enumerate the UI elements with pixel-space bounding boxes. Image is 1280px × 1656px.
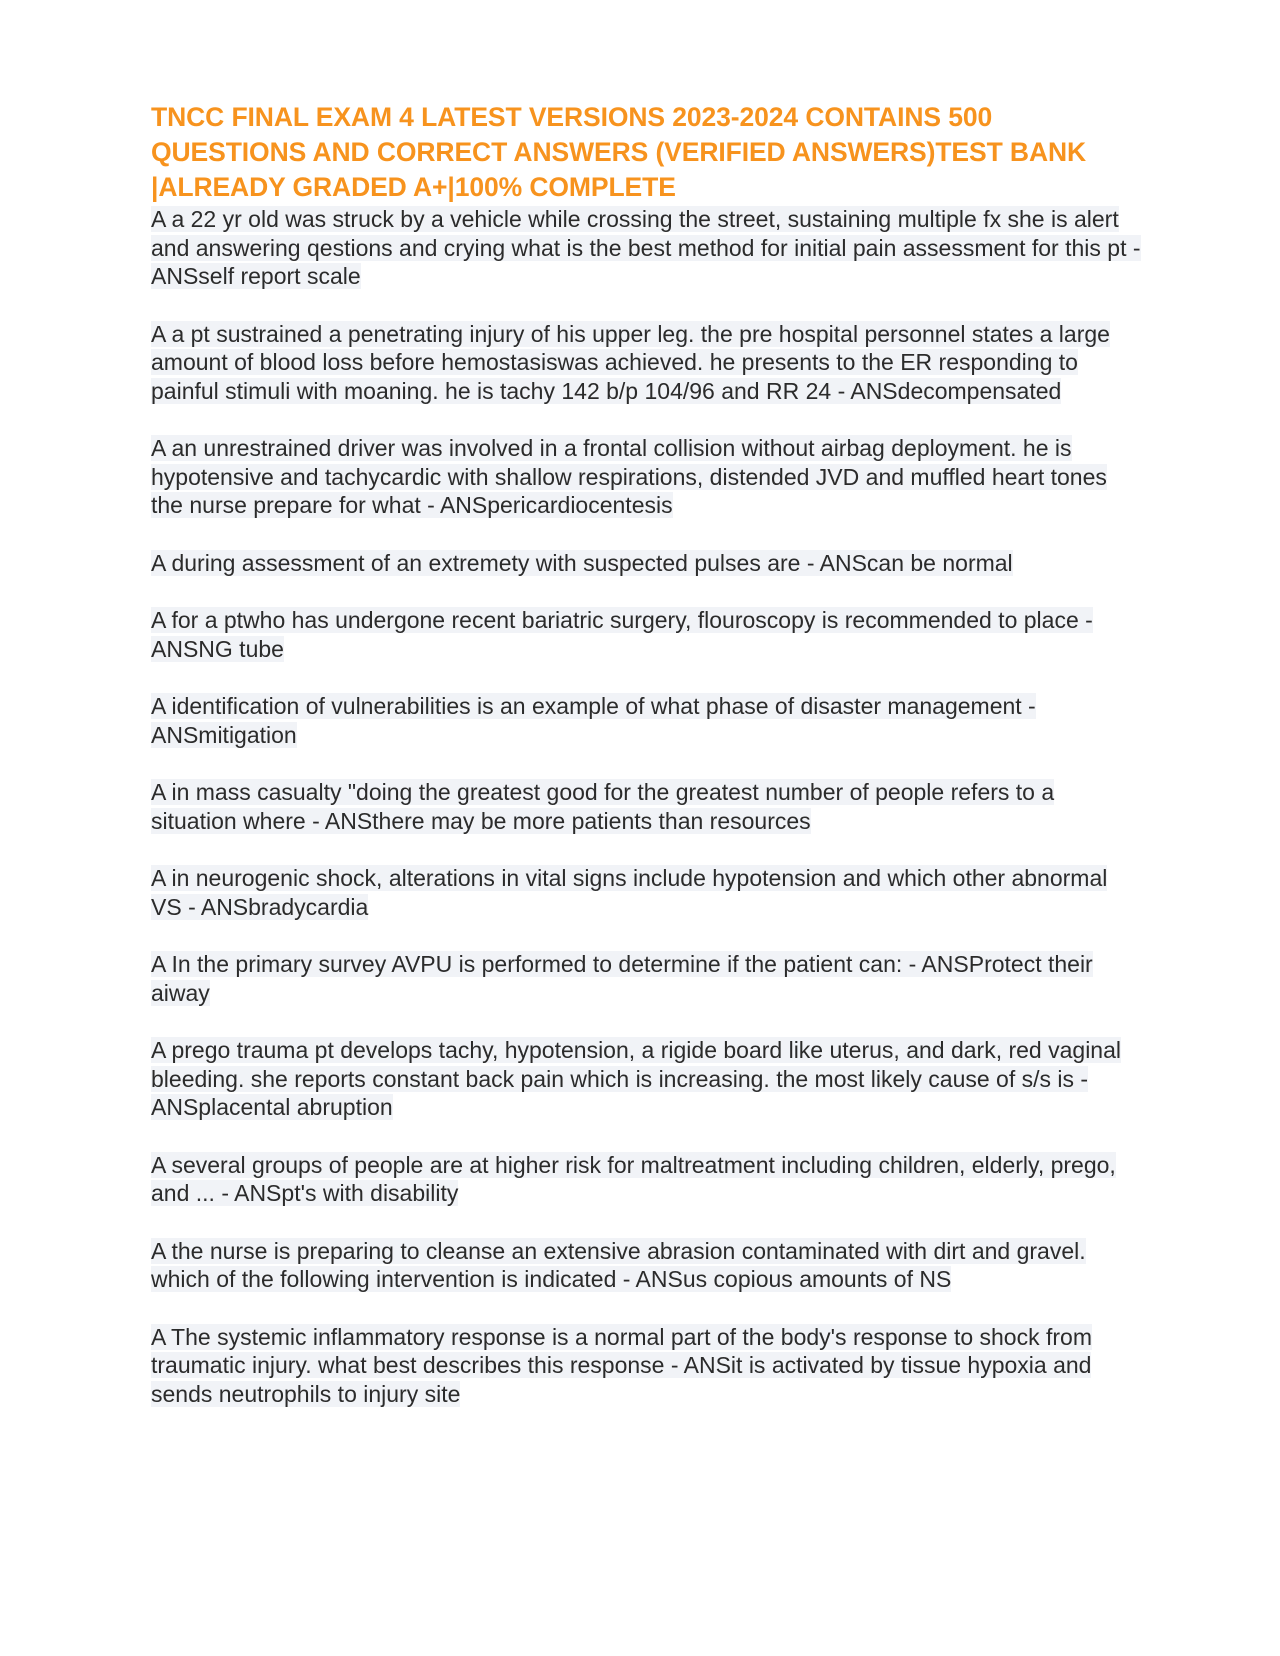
qa-item bbox=[151, 950, 1141, 1007]
qa-item-text: A In the primary survey AVPU is performed to determine if the patient can: - ANSProtect their aiway bbox=[151, 951, 1093, 1006]
qa-item bbox=[151, 205, 1141, 291]
qa-item bbox=[151, 606, 1141, 663]
qa-list bbox=[151, 205, 1141, 1408]
qa-item-text: A an unrestrained driver was involved in a frontal collision without airbag deployment. he is hypotensive and tachycardic with shallow respirations, distended JVD and muffled heart tones the nurse prepare for what - ANSpericardiocentesis bbox=[151, 435, 1107, 518]
qa-item bbox=[151, 778, 1141, 835]
qa-item bbox=[151, 434, 1141, 520]
qa-item bbox=[151, 1323, 1141, 1409]
document-page bbox=[151, 100, 1141, 1437]
qa-item-text: A identification of vulnerabilities is an example of what phase of disaster management - ANSmitigation bbox=[151, 693, 1036, 748]
qa-item-text: A several groups of people are at higher risk for maltreatment including children, elderly, prego, and ... - ANSpt's with disability bbox=[151, 1151, 1116, 1206]
qa-item bbox=[151, 1237, 1141, 1294]
qa-item-text: A during assessment of an extremety with suspected pulses are - ANScan be normal bbox=[151, 549, 1013, 576]
qa-item bbox=[151, 320, 1141, 406]
document-title: TNCC FINAL EXAM 4 LATEST VERSIONS 2023-2024 CONTAINS 500 QUESTIONS AND CORRECT ANSWERS (VERIFIED ANSWERS)TEST BANK |ALREADY GRADED A+|100% COMPLETE bbox=[151, 102, 1087, 202]
qa-item-text: A The systemic inflammatory response is a normal part of the body's response to shock from traumatic injury. what best describes this response - ANSit is activated by tissue hypoxia and sends neutrophils to injury site bbox=[151, 1323, 1092, 1407]
qa-item-text: A in mass casualty "doing the greatest good for the greatest number of people refers to a situation where - ANSthere may be more patients than resources bbox=[151, 779, 1055, 834]
qa-item-text: A a pt sustrained a penetrating injury of his upper leg. the pre hospital personnel states a large amount of blood loss before hemostasiswas achieved. he presents to the ER responding to painful stimuli with moaning. he is tachy 142 b/p 104/96 and RR 24 - ANSdecompensated bbox=[151, 320, 1110, 404]
qa-item-text: A a 22 yr old was struck by a vehicle while crossing the street, sustaining multiple fx she is alert and answering qestions and crying what is the best method for initial pain assessment for this pt - ANSself report scale bbox=[151, 206, 1141, 289]
qa-item bbox=[151, 549, 1141, 578]
qa-item-text: A for a ptwho has undergone recent bariatric surgery, flouroscopy is recommended to place - ANSNG tube bbox=[151, 607, 1093, 662]
qa-item-text: A prego trauma pt develops tachy, hypotension, a rigide board like uterus, and dark, red vaginal bleeding. she reports constant back pain which is increasing. the most likely cause of s/s is - ANSplacental abruption bbox=[151, 1037, 1121, 1120]
qa-item bbox=[151, 1151, 1141, 1208]
qa-item bbox=[151, 1036, 1141, 1122]
qa-item bbox=[151, 864, 1141, 921]
qa-item bbox=[151, 692, 1141, 749]
qa-item-text: A in neurogenic shock, alterations in vital signs include hypotension and which other abnormal VS - ANSbradycardia bbox=[151, 865, 1108, 920]
qa-item-text: A the nurse is preparing to cleanse an extensive abrasion contaminated with dirt and gravel. which of the following intervention is indicated - ANSus copious amounts of NS bbox=[151, 1237, 1086, 1292]
